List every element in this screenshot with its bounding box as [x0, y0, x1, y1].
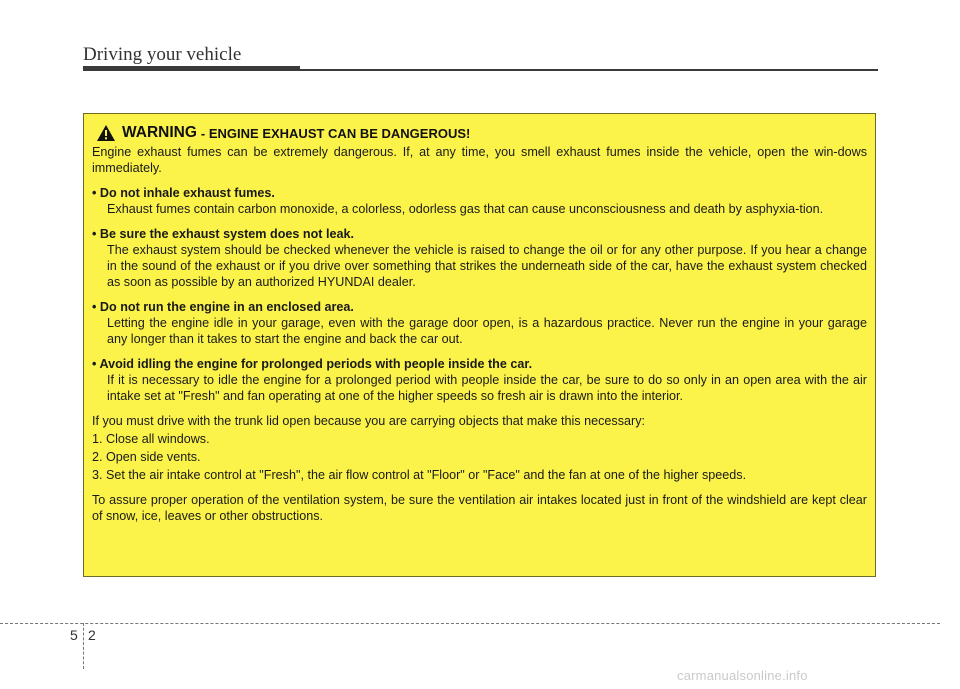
bullet-title: • Avoid idling the engine for prolonged periods with people inside the car. [92, 357, 533, 371]
header-rule-thin [300, 69, 878, 71]
trunk-intro: If you must drive with the trunk lid open because you are carrying objects that make this necessary: [92, 414, 645, 428]
warning-label: WARNING [122, 124, 197, 141]
step-item: 2. Open side vents. [92, 450, 201, 464]
warning-subtitle: - ENGINE EXHAUST CAN BE DANGEROUS! [200, 125, 471, 141]
page-header-title: Driving your vehicle [83, 44, 242, 65]
warning-heading [96, 124, 867, 142]
watermark: carmanualsonline.info [677, 668, 808, 683]
bullet-title: • Be sure the exhaust system does not leak. [92, 227, 354, 241]
warning-triangle-icon [96, 124, 116, 142]
header-rule-thick [83, 66, 300, 71]
footer-dashed-rule [0, 623, 940, 624]
bullet-body: If it is necessary to idle the engine for a prolonged period with people inside the car, be sure to do so only in an open area with the air intake set at "Fresh" and fan operating at one of the higher speeds so fresh air is drawn into the interior. [107, 373, 867, 403]
step-item: 3. Set the air intake control at "Fresh", the air flow control at "Floor" or "Face" and the fan at one of the higher speeds. [92, 468, 747, 482]
chapter-number: 5 [70, 627, 78, 643]
warning-intro: Engine exhaust fumes can be extremely dangerous. If, at any time, you smell exhaust fumes inside the vehicle, open the win-dows immediately. [92, 145, 867, 175]
closing-paragraph: To assure proper operation of the ventilation system, be sure the ventilation air intakes located just in front of the windshield are kept clear of snow, ice, leaves or other obstructions. [92, 493, 867, 523]
warning-box [83, 113, 876, 577]
step-item: 1. Close all windows. [92, 432, 210, 446]
bullet-title: • Do not run the engine in an enclosed area. [92, 300, 354, 314]
bullet-title: • Do not inhale exhaust fumes. [92, 186, 275, 200]
bullet-body: The exhaust system should be checked whenever the vehicle is raised to change the oil or for any other purpose. If you hear a change in the sound of the exhaust or if you drive over something that strikes the underneath side of the car, have the exhaust system checked as soon as possible by an authorized HYUNDAI dealer. [107, 243, 867, 289]
bullet-body: Letting the engine idle in your garage, even with the garage door open, is a hazardous practice. Never run the engine in your garage any longer than it takes to start the engine and back the car out. [107, 316, 867, 346]
page-number: 2 [88, 627, 96, 643]
footer-dashed-divider [83, 623, 84, 669]
bullet-body: Exhaust fumes contain carbon monoxide, a colorless, odorless gas that can cause unconsciousness and death by asphyxia-tion. [107, 202, 824, 216]
